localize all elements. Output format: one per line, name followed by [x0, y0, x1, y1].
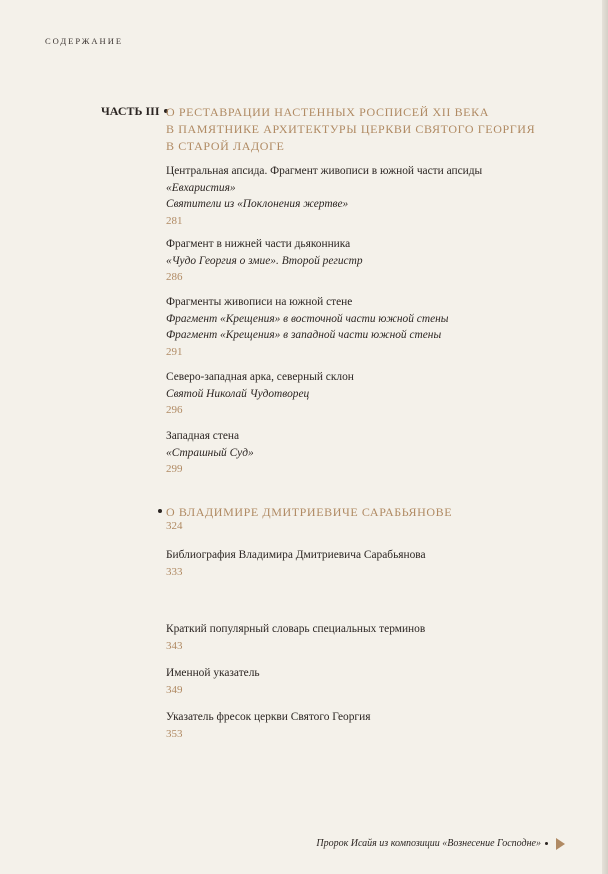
- toc-entry-glossary[interactable]: [166, 621, 556, 654]
- toc-entry[interactable]: [166, 428, 556, 478]
- toc-entry[interactable]: [166, 294, 556, 360]
- page-number: 349: [166, 683, 183, 696]
- entry-line: Именной указатель: [166, 667, 260, 679]
- toc-entry-bibliography[interactable]: [166, 547, 556, 580]
- toc-entry[interactable]: [166, 236, 556, 286]
- page-number: 281: [166, 214, 183, 227]
- entry-line: Краткий популярный словарь специальных терминов: [166, 623, 426, 635]
- entry-line: Святители из «Поклонения жертве»: [166, 198, 349, 210]
- entry-line: Указатель фресок церкви Святого Георгия: [166, 711, 371, 723]
- entry-line: Фрагмент «Крещения» в западной части южной стены: [166, 329, 442, 341]
- page-number: 299: [166, 463, 183, 475]
- entry-line: Библиография Владимира Дмитриевича Сарабьянова: [166, 549, 426, 561]
- page-number: 343: [166, 639, 183, 652]
- entry-line: Фрагмент в нижней части дьяконника: [166, 238, 351, 250]
- part-title-line: В ПАМЯТНИКЕ АРХИТЕКТУРЫ ЦЕРКВИ СВЯТОГО ГЕОРГИЯ: [166, 122, 536, 136]
- part-label: [101, 104, 168, 119]
- running-head: СОДЕРЖАНИЕ: [45, 36, 124, 46]
- toc-entry-name-index[interactable]: [166, 665, 556, 698]
- entry-line: Северо-западная арка, северный склон: [166, 371, 354, 383]
- bullet-icon: [158, 509, 162, 513]
- footer-caption-text: Пророк Исайя из композиции «Вознесение Господне»: [316, 838, 541, 849]
- part-title-line: О РЕСТАВРАЦИИ НАСТЕННЫХ РОСПИСЕЙ XII ВЕКА: [166, 105, 489, 119]
- section-title: О ВЛАДИМИРЕ ДМИТРИЕВИЧЕ САРАБЬЯНОВЕ: [166, 505, 453, 519]
- toc-entry[interactable]: [166, 163, 556, 229]
- arrow-right-icon[interactable]: [556, 838, 565, 850]
- part-label-text: ЧАСТЬ III: [101, 104, 160, 118]
- entry-line: Западная стена: [166, 430, 240, 442]
- entry-line: Центральная апсида. Фрагмент живописи в южной части апсиды: [166, 165, 483, 177]
- page-number: 296: [166, 404, 183, 416]
- bullet-icon: [545, 842, 548, 845]
- toc-entry-fresco-index[interactable]: [166, 709, 556, 742]
- footer-caption: [316, 838, 548, 849]
- page-number: 353: [166, 727, 183, 740]
- part-title-line: В СТАРОЙ ЛАДОГЕ: [166, 139, 285, 153]
- entry-line: «Чудо Георгия о змие». Второй регистр: [166, 254, 363, 267]
- toc-entry[interactable]: [166, 369, 556, 419]
- entry-line: «Евхаристия»: [166, 181, 236, 194]
- section-page: [166, 518, 556, 535]
- entry-line: «Страшный Суд»: [166, 446, 254, 459]
- entry-line: Святой Николай Чудотворец: [166, 387, 310, 400]
- page-number: 333: [166, 565, 183, 578]
- page-number: 286: [166, 271, 183, 283]
- page-number: 324: [166, 520, 183, 532]
- entry-line: Фрагменты живописи на южной стене: [166, 296, 353, 308]
- page-number: 291: [166, 345, 183, 358]
- page-edge: [602, 0, 608, 874]
- part-title: [166, 104, 566, 155]
- entry-line: Фрагмент «Крещения» в восточной части южной стены: [166, 312, 449, 325]
